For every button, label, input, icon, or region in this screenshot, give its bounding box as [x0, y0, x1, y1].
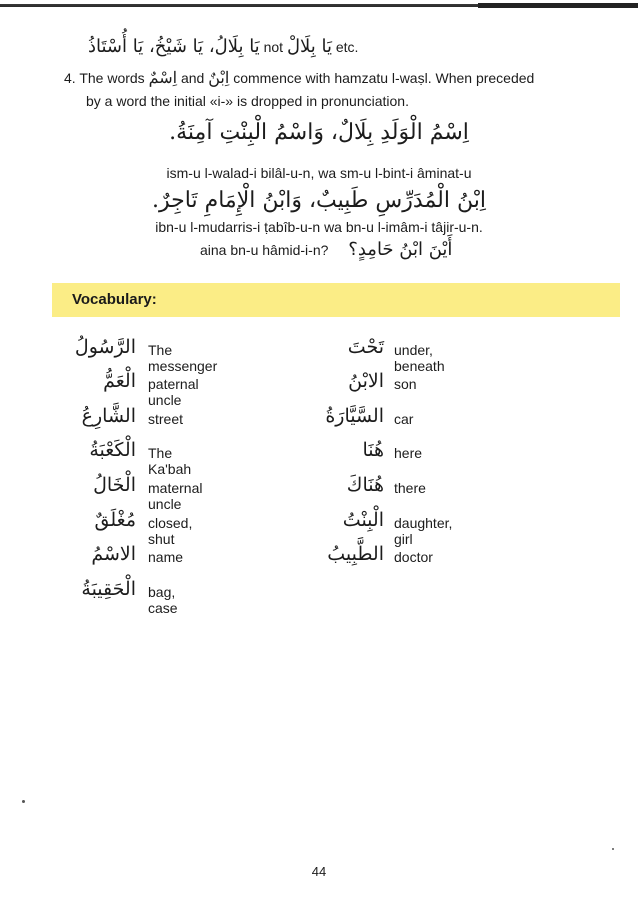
vocab-arabic: الْبِنْتُ — [342, 509, 384, 531]
stray-mark — [612, 848, 614, 850]
vocab-arabic: مُغْلَقٌ — [94, 509, 136, 531]
vocab-arabic: الْكَعْبَةُ — [89, 439, 136, 461]
vocab-arabic: الْخَالُ — [93, 474, 136, 496]
vocab-english: car — [394, 411, 414, 427]
example-3-translit: aina bn-u hâmid-i-n? — [200, 242, 329, 258]
point-line2: by a word the initial «i-» is dropped in pronunciation. — [86, 93, 409, 109]
etc-word: etc. — [335, 39, 359, 55]
vocab-arabic: هُنَا — [362, 439, 384, 461]
vocab-arabic: الْحَقِيبَةُ — [81, 578, 136, 600]
page-number: 44 — [311, 864, 327, 879]
example-2-arabic: اِبْنُ الْمُدَرِّسِ طَبِيبٌ، وَابْنُ الْإِمَامِ تَاجِرٌ. — [152, 188, 486, 213]
example-2-translit: ibn-u l-mudarris-i ṭabîb-u-n wa bn-u l-imâm-i tâjir-u-n. — [155, 219, 483, 235]
point-text-b: commence with hamzatu l-waṣl. When preceded — [233, 70, 535, 86]
top-rule-dark — [478, 3, 638, 8]
vocab-arabic: الشَّارِعُ — [81, 405, 136, 427]
point-and: and — [180, 70, 205, 86]
vocative-line — [88, 36, 358, 57]
vocab-english: name — [148, 549, 184, 565]
point-number: 4. — [64, 70, 76, 86]
example-3-arabic: أَيْنَ ابْنُ حَامِدٍ؟ — [348, 239, 453, 260]
vocabulary-heading-band — [52, 283, 620, 317]
vocab-arabic: الْعَمُّ — [103, 370, 136, 392]
vocab-english: under, beneath — [394, 342, 445, 374]
top-rule — [0, 0, 638, 12]
vocab-arabic: الابْنُ — [348, 370, 384, 392]
vocab-arabic: تَحْتَ — [347, 336, 384, 358]
vocabulary-heading: Vocabulary: — [72, 291, 157, 308]
vocative-arabic-correct: يَا بِلَالُ، يَا شَيْخُ، يَا أُسْتَاذُ — [88, 36, 260, 57]
example-1-translit: ism-u l-walad-i bilâl-u-n, wa sm-u l-bint-i âminat-u — [166, 165, 472, 181]
word-ibn: اِبْنٌ — [208, 68, 230, 87]
vocab-english: daughter, girl — [394, 515, 453, 547]
example-3 — [200, 239, 452, 260]
stray-mark — [22, 800, 25, 803]
vocab-english: The Ka'bah — [148, 445, 192, 477]
vocab-arabic: الطَّبِيبُ — [327, 543, 384, 565]
vocab-english: here — [394, 445, 423, 461]
vocab-arabic: الرَّسُولُ — [74, 336, 136, 358]
vocab-english: street — [148, 411, 184, 427]
vocab-english: son — [394, 376, 417, 392]
vocab-english: bag, case — [148, 584, 178, 616]
vocab-english: there — [394, 480, 426, 496]
vocab-arabic: هُنَاكَ — [346, 474, 384, 496]
example-1-arabic: اِسْمُ الْوَلَدِ بِلَالٌ، وَاسْمُ الْبِنْتِ آمِنَةُ. — [169, 120, 469, 145]
vocab-english: doctor — [394, 549, 433, 565]
vocab-arabic: الاسْمُ — [91, 543, 136, 565]
vocab-english: closed, shut — [148, 515, 193, 547]
vocab-english: maternal uncle — [148, 480, 203, 512]
vocab-english: paternal uncle — [148, 376, 199, 408]
point-4 — [64, 66, 594, 113]
point-text-a: The words — [79, 70, 145, 86]
vocab-english: The messenger — [148, 342, 218, 374]
vocative-arabic-wrong: يَا بِلَالْ — [286, 36, 332, 57]
not-word: not — [263, 39, 284, 55]
word-ism: اِسْمٌ — [148, 68, 178, 87]
vocab-arabic: السَّيَّارَةُ — [325, 405, 384, 427]
